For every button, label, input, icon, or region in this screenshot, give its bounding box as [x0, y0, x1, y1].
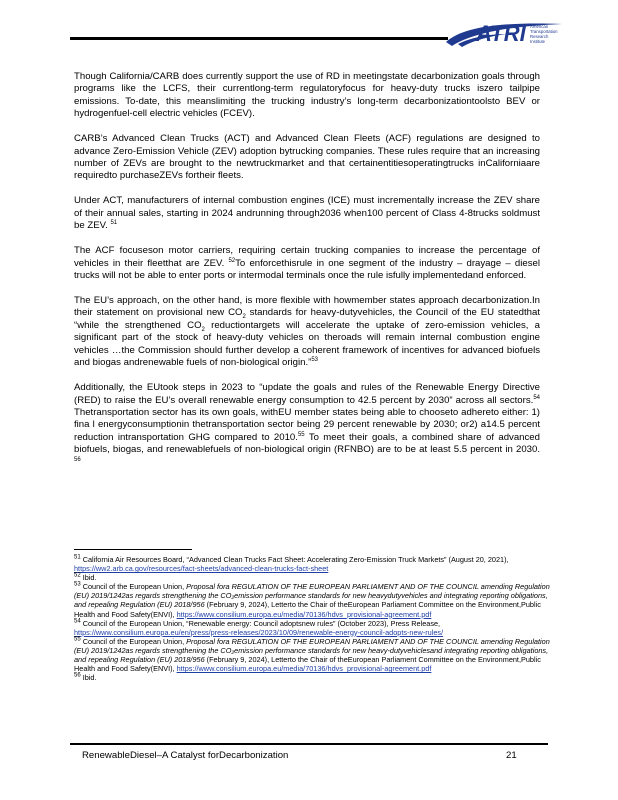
paragraph-6-text-b: Thetransportation sector has its own goals, withEU member states being able to chooseto adhereto either: 1) fina l energyconsumptionin thetransportation sector being 29 percent renewable by 2030; or2) a14.5 percent reduction intransportation GHG compared to 2010. [74, 406, 540, 443]
logo-tagline-3: Research [530, 34, 549, 39]
footnote-link[interactable]: https://www.consilium.europa.eu/media/70136/hdvs_provisional-agreement.pdf [176, 664, 432, 674]
footnote-ref-52[interactable]: 52 [228, 257, 236, 264]
footnote-text: Ibid. [80, 573, 97, 583]
paragraph-4-text-b: To enforcethisrule in one segment of the industry – drayage – diesel trucks will not be able to enter ports or intermodal terminals once the rule isfully implementedand enforced. [74, 257, 540, 282]
paragraph-5-text-a: The EU’s approach, on the other hand, is more flexible with howmember states approach decarbonization.In their statement on provisional new CO [74, 295, 540, 319]
footnote-ref-54[interactable]: 54 [533, 394, 540, 401]
paragraph-6-text-c: To meet their goals, a combined share of advanced biofuels, biogas, and renewablefuels of non-biological origin (RFNBO) are to be at least 5.5 percent in 2030. [74, 431, 540, 456]
paragraph-5-text-b: standards for heavy-dutyvehicles, the Council of the EU statedthat “while the strengthened CO [74, 307, 540, 331]
paragraph-6-text-a: Additionally, the EUtook steps in 2023 to “update the goals and rules of the Renewable Energy Directive (RED) to raise the EU’s overall renewable energy consumption to 42.5 percent by 2030” across all sectors. [74, 382, 540, 406]
footnote-text: Council of the European Union, [80, 582, 187, 592]
co2-subscript: 2 [242, 314, 246, 321]
footnote-separator [74, 549, 192, 550]
footnote-number: 51 [74, 554, 81, 561]
paragraph-6 [74, 382, 540, 469]
footnote-53 [74, 582, 554, 618]
paragraph-4 [74, 245, 540, 282]
logo-tagline-4: Institute [530, 39, 546, 44]
footnote-text: (February 9, 2024), Letterto the Chair of theEuropean Parliament Committee on the Environment,Public Health and Food Safety(ENVI), [74, 655, 541, 674]
footnote-56 [74, 673, 554, 682]
footnote-ref-53[interactable]: 53 [311, 356, 319, 363]
footnote-italic-title: Proposal fora REGULATION OF THE EUROPEAN PARLIAMENT AND OF THE COUNCIL amending Regulation (EU) 2019/1242as regards strengthening the CO₂emission performance standards for new heavy-dutyvehiclesand integrating reporting obligations, and repealing Regulation (EU) 2018/956 [74, 636, 550, 665]
footnote-ref-56[interactable]: 56 [74, 456, 81, 463]
footnote-italic-title: Proposal fora REGULATION OF THE EUROPEAN PARLIAMENT AND OF THE COUNCIL amending Regulation (EU) 2019/1242as regards strengthening the CO₂emission performance standards for new heavydutyvehicles and integrating reporting obligations, and repealing Regulation (EU) 2018/956 [74, 582, 550, 610]
paragraph-4-text-a: The ACF focuseson motor carriers, requiring certain trucking companies to increase the percentage of vehicles in their fleetthat are ZEV. [74, 245, 540, 269]
logo-tagline-1: American [530, 24, 549, 29]
footnote-text: Ibid. [80, 673, 97, 683]
atri-logo [444, 14, 564, 54]
footer-title: RenewableDiesel–A Catalyst forDecarbonization [82, 750, 289, 761]
co2-subscript: 2 [201, 326, 205, 333]
footnotes [74, 555, 554, 682]
footnote-52 [74, 573, 554, 582]
footnote-text: Council of the European Union, [80, 636, 187, 646]
footnote-ref-55[interactable]: 55 [297, 431, 305, 438]
footer-rule [70, 743, 548, 745]
footnote-link[interactable]: https://ww2.arb.ca.gov/resources/fact-sheets/advanced-clean-trucks-fact-sheet [74, 564, 329, 574]
paragraph-3-text: Under ACT, manufacturers of internal combustion engines (ICE) must incrementally increase the ZEV share of their annual sales, starting in 2024 andrunning through2036 when100 percent of Class 4-8trucks soldmust be ZEV. [74, 195, 540, 232]
footnote-number: 56 [74, 672, 81, 679]
logo-tagline-2: Transportation [530, 29, 558, 34]
footnote-number: 54 [74, 618, 81, 625]
logo-text: ATRI [476, 21, 526, 46]
page-number: 21 [506, 750, 517, 761]
paragraph-5-text-c: reductiontargets will accelerate the uptake of zero-emission vehicles, a significant part of the stock of heavy-duty vehicles on theroads will remain internal combustion engine vehicles …the Commission should further develop a coherent framework of incentives for advanced biofuels and biogas andrenewable fuels of non-biological origin.” [74, 319, 540, 369]
paragraph-5 [74, 295, 540, 369]
footnote-number: 53 [74, 581, 81, 588]
footnote-text: Council of the European Union, “Renewable energy: Council adoptsnew rules” (October 2023), Press Release, [80, 618, 441, 628]
footnote-ref-51[interactable]: 51 [110, 220, 118, 227]
footnote-51 [74, 555, 554, 573]
footnote-link[interactable]: https://www.consilium.europa.eu/en/press/press-releases/2023/10/09/renewable-energy-council-adopts-new-rules/ [74, 627, 444, 637]
footnote-text: (February 9, 2024), Letterto the Chair of theEuropean Parliament Committee on the Environment,Public Health and Food Safety(ENVI), [74, 600, 541, 619]
footnote-link[interactable]: https://www.consilium.europa.eu/media/70136/hdvs_provisional-agreement.pdf [176, 609, 432, 619]
paragraph-1: Though California/CARB does currently support the use of RD in meetingstate decarbonization goals through programs like the LCFS, their currentlong-term regulatoryfocus for heavy-duty trucks iszero tailpipe emissions. To-date, this meanslimiting the trucking industry’s long-term decarbonizationtoolsto BEV or hydrogenfuel-cell electric vehicles (FCEV). [74, 71, 540, 120]
body-text [74, 71, 540, 482]
footnote-number: 52 [74, 572, 81, 579]
footnote-text: California Air Resources Board, “Advanced Clean Trucks Fact Sheet: Accelerating Zero-Emission Truck Markets” (August 20, 2021), [80, 555, 509, 564]
footnote-number: 55 [74, 636, 81, 643]
paragraph-3 [74, 195, 540, 232]
paragraph-2: CARB’s Advanced Clean Trucks (ACT) and Advanced Clean Fleets (ACF) regulations are designed to advance Zero-Emission Vehicle (ZEV) adoption bytrucking companies. These rules require that an increasing number of ZEVs are brought to the newtruckmarket and that certainentitiesoperatingtrucks inCaliforniaare requiredto purchaseZEVs fortheir fleets. [74, 133, 540, 182]
footnote-54 [74, 619, 554, 637]
header-rule [70, 37, 448, 40]
footnote-55 [74, 637, 554, 673]
